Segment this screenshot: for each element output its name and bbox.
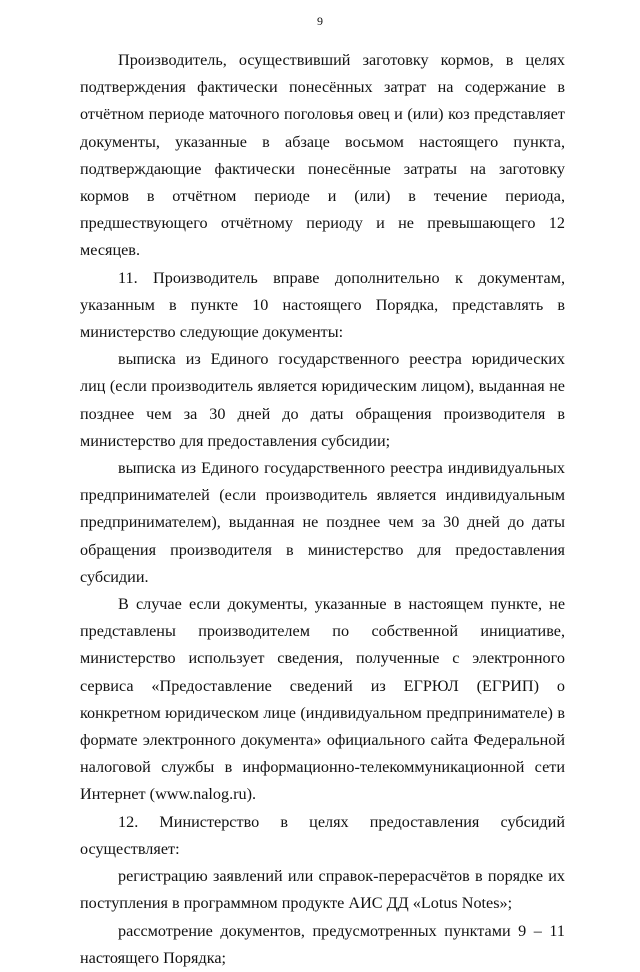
paragraph-registration: регистрацию заявлений или справок-перерасчётов в порядке их поступления в программном продукте АИС ДД «Lotus Notes»; bbox=[80, 867, 565, 913]
paragraph-item-12: 12. Министерство в целях предоставления субсидий осуществляет: bbox=[80, 812, 565, 858]
paragraph-feed-costs: Производитель, осуществивший заготовку кормов, в целях подтверждения фактически понесённых затрат на содержание в отчётном периоде маточного поголовья овец и (или) коз представляет документы, указанные в абзаце восьмом настоящего пункта, подтверждающие фактически понесённые затраты на заготовку кормов в отчётном периоде и (или) в течение периода, предшествующего отчётному периоду и не превышающего 12 месяцев. bbox=[80, 51, 565, 260]
page-number: 9 bbox=[317, 14, 323, 28]
paragraph-ministry-uses-data: В случае если документы, указанные в настоящем пункте, не представлены производителем по собственной инициативе, министерство использует сведения, полученные с электронного сервиса «Предоставление сведений из ЕГРЮЛ (ЕГРИП) о конкретном юридическом лице (индивидуальном предпринимателе) в формате электронного документа» официального сайта Федеральной налоговой службы в информационно-телекоммуникационной сети Интернет (www.nalog.ru). bbox=[80, 595, 565, 804]
document-body bbox=[80, 47, 565, 972]
paragraph-egrul-extract: выписка из Единого государственного реестра юридических лиц (если производитель является юридическим лицом), выданная не позднее чем за 30 дней до даты обращения производителя в министерство для предоставления субсидии; bbox=[80, 350, 565, 450]
paragraph-egrip-extract: выписка из Единого государственного реестра индивидуальных предпринимателей (если производитель является индивидуальным предпринимателем), выданная не позднее чем за 30 дней до даты обращения производителя в министерство для предоставления субсидии. bbox=[80, 459, 565, 586]
paragraph-review-documents: рассмотрение документов, предусмотренных пунктами 9 – 11 настоящего Порядка; bbox=[80, 921, 565, 967]
paragraph-item-11: 11. Производитель вправе дополнительно к документам, указанным в пункте 10 настоящего Порядка, представлять в министерство следующие документы: bbox=[80, 268, 565, 342]
